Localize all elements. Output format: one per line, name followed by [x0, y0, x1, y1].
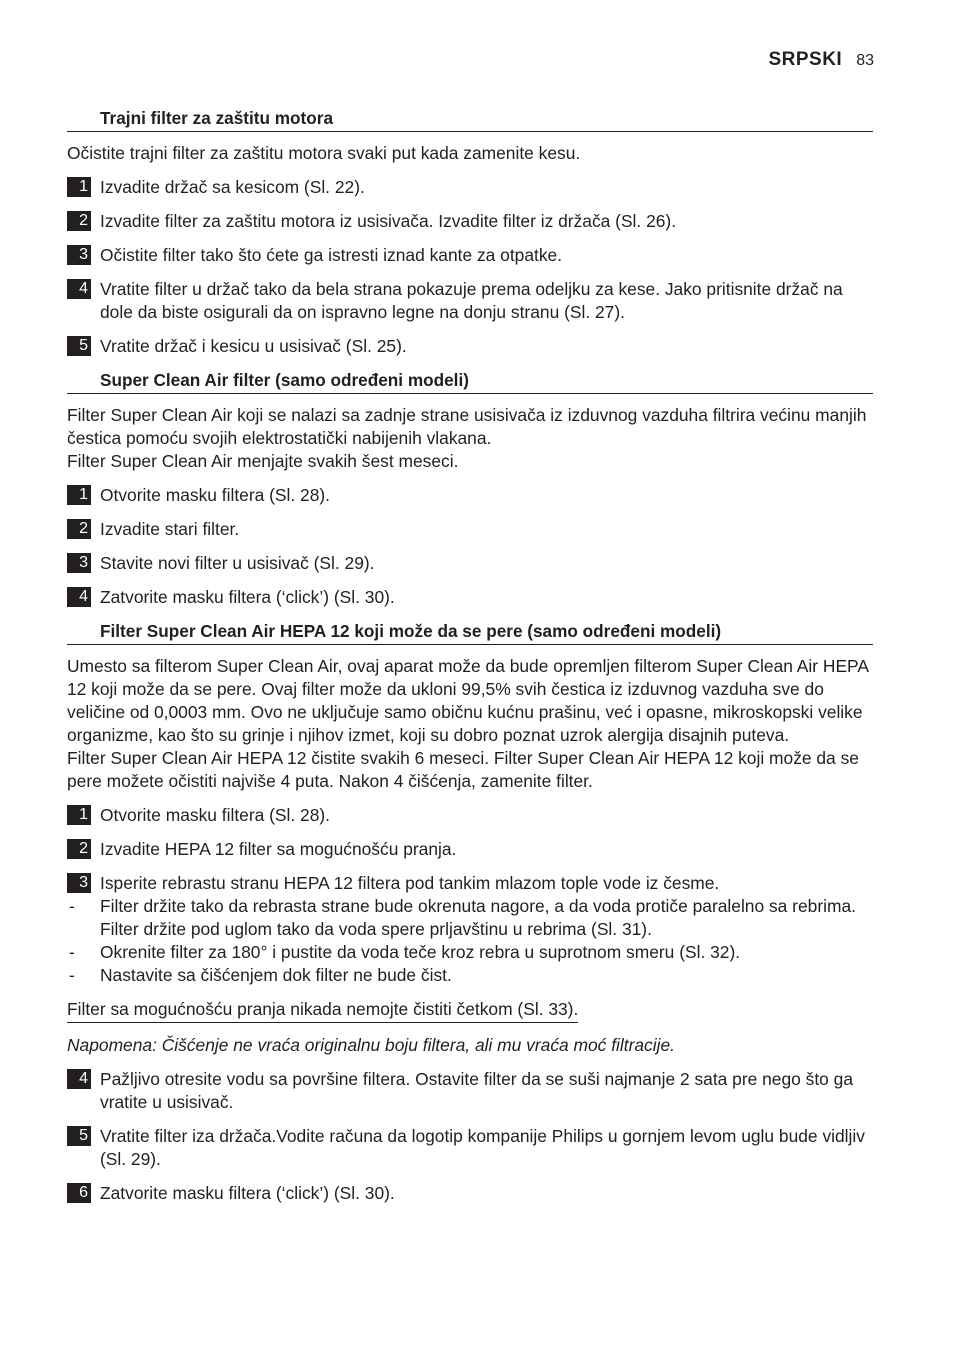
step-text: Izvadite HEPA 12 filter sa mogućnošću pranja.	[100, 839, 457, 859]
section-intro	[67, 655, 873, 793]
section-intro	[67, 404, 873, 473]
step-number-badge: 1	[67, 805, 91, 825]
step-item	[67, 838, 873, 861]
step-item	[67, 1182, 873, 1205]
step-item	[67, 278, 873, 324]
step-number-badge: 6	[67, 1183, 91, 1203]
step-number-badge: 5	[67, 336, 91, 356]
step-text: Otvorite masku filtera (Sl. 28).	[100, 485, 331, 505]
section-intro: Očistite trajni filter za zaštitu motora svaki put kada zamenite kesu.	[67, 143, 581, 163]
step-text: Zatvorite masku filtera (‘click’) (Sl. 30).	[100, 1183, 395, 1203]
step-number-badge: 4	[67, 279, 91, 299]
step-item	[67, 872, 873, 895]
steps-list	[67, 1068, 873, 1205]
warning-text	[67, 998, 873, 1023]
step-number-badge: 3	[67, 873, 91, 893]
steps-list	[67, 484, 873, 609]
section-title-motor-filter: Trajni filter za zaštitu motora	[67, 107, 873, 132]
step-number-badge: 2	[67, 519, 91, 539]
page-header	[768, 49, 874, 71]
intro-line: Filter Super Clean Air HEPA 12 čistite svakih 6 meseci. Filter Super Clean Air HEPA 12 koji može da se pere možete očistiti najviše 4 puta. Nakon 4 čišćenja, zamenite filter.	[67, 748, 859, 791]
step-text: Vratite držač i kesicu u usisivač (Sl. 25).	[100, 336, 407, 356]
bullet-dash: -	[69, 942, 75, 962]
step-item	[67, 484, 873, 507]
step-number-badge: 2	[67, 211, 91, 231]
step-number-badge: 5	[67, 1126, 91, 1146]
bullet-item	[67, 941, 873, 964]
step-text: Isperite rebrastu stranu HEPA 12 filtera pod tankim mlazom tople vode iz česme.	[100, 873, 720, 893]
step-number-badge: 1	[67, 485, 91, 505]
page-content	[67, 107, 873, 1216]
step-item	[67, 1125, 873, 1171]
section-title-super-clean-air: Super Clean Air filter (samo određeni modeli)	[67, 369, 873, 394]
intro-line: Umesto sa filterom Super Clean Air, ovaj aparat može da bude opremljen filterom Super Clean Air HEPA 12 koji može da se pere. Ovaj filter može da ukloni 99,5% svih čestica iz izduvnog vazduha sve do veličine od 0,0003 mm. Ovo ne uključuje samo običnu kućnu prašinu, već i opasne, mikroskopski velike organizme, kao što su grinje i njihov izmet, koji su dobro poznat uzrok alergija disajnih puteva.	[67, 656, 869, 745]
step-item	[67, 552, 873, 575]
intro-line: Filter Super Clean Air menjajte svakih šest meseci.	[67, 451, 459, 471]
steps-list	[67, 804, 873, 895]
step-text: Stavite novi filter u usisivač (Sl. 29).	[100, 553, 375, 573]
page-number: 83	[856, 52, 874, 69]
note-text: Napomena: Čišćenje ne vraća originalnu boju filtera, ali mu vraća moć filtracije.	[67, 1035, 675, 1055]
step-item	[67, 210, 873, 233]
step-number-badge: 3	[67, 553, 91, 573]
bullet-dash: -	[69, 965, 75, 985]
bullet-dash: -	[69, 896, 75, 916]
section-title-hepa-filter: Filter Super Clean Air HEPA 12 koji može da se pere (samo određeni modeli)	[67, 620, 873, 645]
language-label: SRPSKI	[768, 49, 843, 70]
bullet-text: Nastavite sa čišćenjem dok filter ne bude čist.	[100, 965, 452, 985]
warning-underlined: Filter sa mogućnošću pranja nikada nemojte čistiti četkom (Sl. 33).	[67, 998, 578, 1023]
step-text: Otvorite masku filtera (Sl. 28).	[100, 805, 331, 825]
step-number-badge: 4	[67, 587, 91, 607]
step-number-badge: 2	[67, 839, 91, 859]
bullet-item	[67, 895, 873, 941]
step-number-badge: 1	[67, 177, 91, 197]
step-item	[67, 1068, 873, 1114]
step-item	[67, 804, 873, 827]
step-text: Vratite filter u držač tako da bela strana pokazuje prema odeljku za kese. Jako pritisnite držač na dole da biste osigurali da on ispravno legne na donju stranu (Sl. 27).	[100, 279, 843, 322]
step-number-badge: 3	[67, 245, 91, 265]
step-item	[67, 244, 873, 267]
step-item	[67, 586, 873, 609]
bullet-text: Okrenite filter za 180° i pustite da voda teče kroz rebra u suprotnom smeru (Sl. 32).	[100, 942, 741, 962]
step-number-badge: 4	[67, 1069, 91, 1089]
step-text: Zatvorite masku filtera (‘click’) (Sl. 30).	[100, 587, 395, 607]
step-text: Izvadite držač sa kesicom (Sl. 22).	[100, 177, 365, 197]
step-item	[67, 176, 873, 199]
step-text: Očistite filter tako što ćete ga istresti iznad kante za otpatke.	[100, 245, 563, 265]
step-text: Izvadite stari filter.	[100, 519, 240, 539]
step-text: Izvadite filter za zaštitu motora iz usisivača. Izvadite filter iz držača (Sl. 26).	[100, 211, 677, 231]
step-item	[67, 335, 873, 358]
bullet-text: Filter držite tako da rebrasta strane bude okrenuta nagore, a da voda protiče paralelno sa rebrima. Filter držite pod uglom tako da voda spere prljavštinu u rebrima (Sl. 31).	[100, 896, 856, 939]
step-text: Pažljivo otresite vodu sa površine filtera. Ostavite filter da se suši najmanje 2 sata pre nego što ga vratite u usisivač.	[100, 1069, 854, 1112]
intro-line: Filter Super Clean Air koji se nalazi sa zadnje strane usisivača iz izduvnog vazduha filtrira većinu manjih čestica pomoću svojih elektrostatički nabijenih vlakana.	[67, 405, 867, 448]
steps-list	[67, 176, 873, 358]
bullet-list	[67, 895, 873, 987]
step-text: Vratite filter iza držača.Vodite računa da logotip kompanije Philips u gornjem levom uglu bude vidljiv (Sl. 29).	[100, 1126, 865, 1169]
bullet-item	[67, 964, 873, 987]
step-item	[67, 518, 873, 541]
